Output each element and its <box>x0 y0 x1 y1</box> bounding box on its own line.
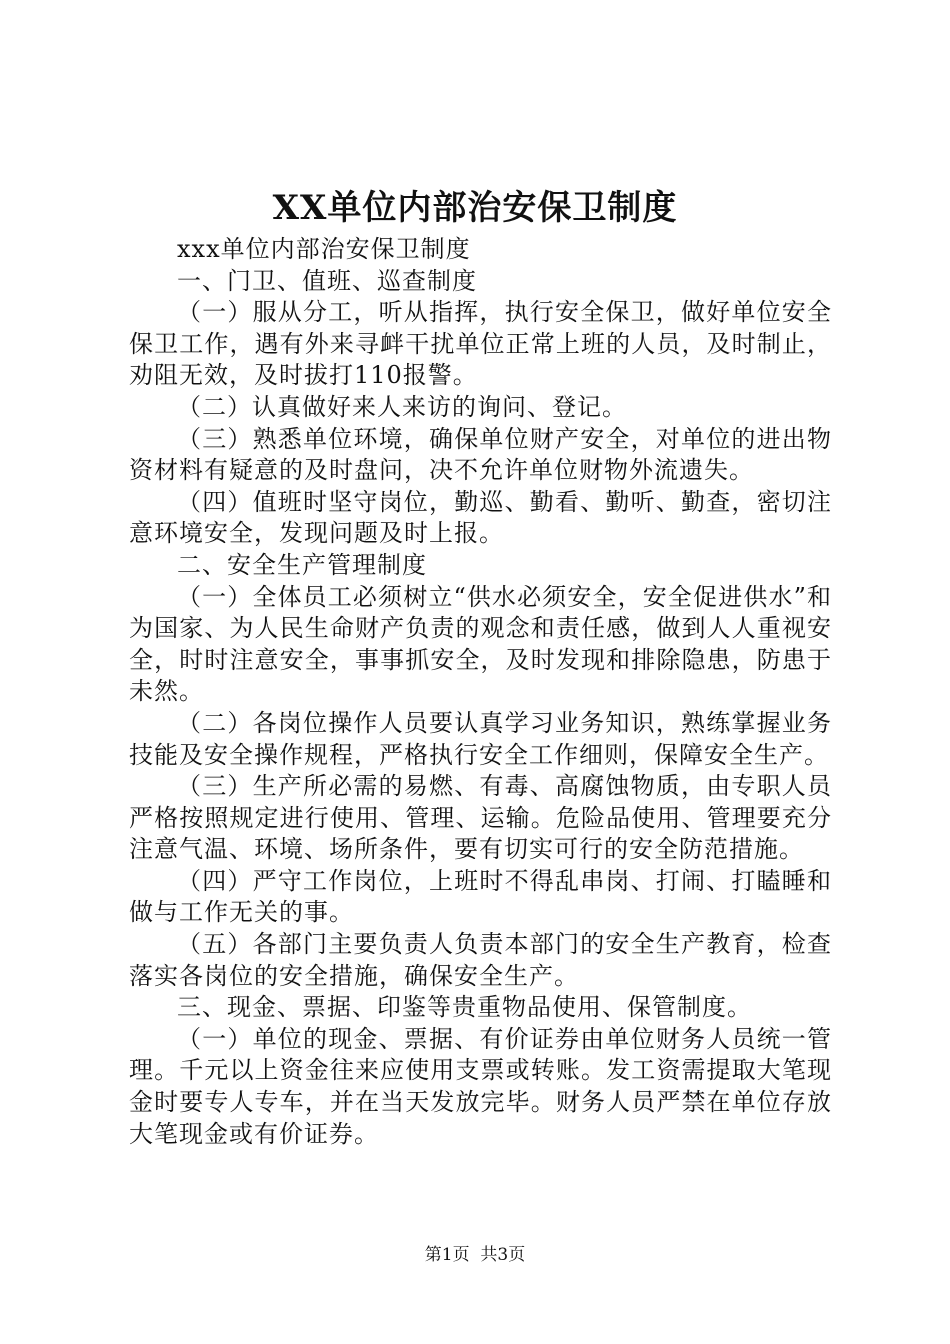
paragraph-1-4: （四）值班时坚守岗位，勤巡、勤看、勤听、勤查，密切注意环境安全，发现问题及时上报。 <box>129 487 832 548</box>
paragraph-2-2: （二）各岗位操作人员要认真学习业务知识，熟练掌握业务技能及安全操作规程，严格执行安全工作细则，保障安全生产。 <box>129 708 832 769</box>
paragraph-2-5: （五）各部门主要负责人负责本部门的安全生产教育，检查落实各岗位的安全措施，确保安全生产。 <box>129 930 832 990</box>
page-total: 共3页 <box>480 1245 526 1265</box>
section-heading-1: 一、门卫、值班、巡查制度 <box>177 266 477 295</box>
paragraph-1-1: （一）服从分工，听从指挥，执行安全保卫，做好单位安全保卫工作，遇有外来寻衅干扰单位正常上班的人员，及时制止，劝阻无效，及时拔打110报警。 <box>129 298 832 390</box>
section-heading-3: 三、现金、票据、印鉴等贵重物品使用、保管制度。 <box>177 993 752 1022</box>
paragraph-subtitle: xxx单位内部治安保卫制度 <box>177 235 471 263</box>
section-heading-2: 二、安全生产管理制度 <box>177 550 427 579</box>
page-number: 第1页 <box>424 1245 470 1265</box>
paragraph-2-3: （三）生产所必需的易燃、有毒、高腐蚀物质，由专职人员严格按照规定进行使用、管理、运输。危险品使用、管理要充分注意气温、环境、场所条件，要有切实可行的安全防范措施。 <box>129 772 832 864</box>
paragraph-2-1: （一）全体员工必须树立“供水必须安全，安全促进供水”和为国家、为人民生命财产负责的观念和责任感，做到人人重视安全，时时注意安全，事事抓安全，及时发现和排除隐患，防患于未然。 <box>129 582 832 706</box>
paragraph-2-4: （四）严守工作岗位，上班时不得乱串岗、打闹、打瞌睡和做与工作无关的事。 <box>129 866 832 927</box>
document-title: XX单位内部治安保卫制度 <box>272 188 678 228</box>
paragraph-1-2: （二）认真做好来人来访的询问、登记。 <box>177 392 627 421</box>
paragraph-1-3: （三）熟悉单位环境，确保单位财产安全，对单位的进出物资材料有疑意的及时盘问，决不允许单位财物外流遗失。 <box>129 424 832 485</box>
paragraph-3-1: （一）单位的现金、票据、有价证券由单位财务人员统一管理。千元以上资金往来应使用支票或转账。发工资需提取大笔现金时要专人专车，并在当天发放完毕。财务人员严禁在单位存放大笔现金或有价证券。 <box>129 1024 832 1148</box>
document-body <box>129 234 832 1150</box>
page-footer <box>0 1243 950 1267</box>
